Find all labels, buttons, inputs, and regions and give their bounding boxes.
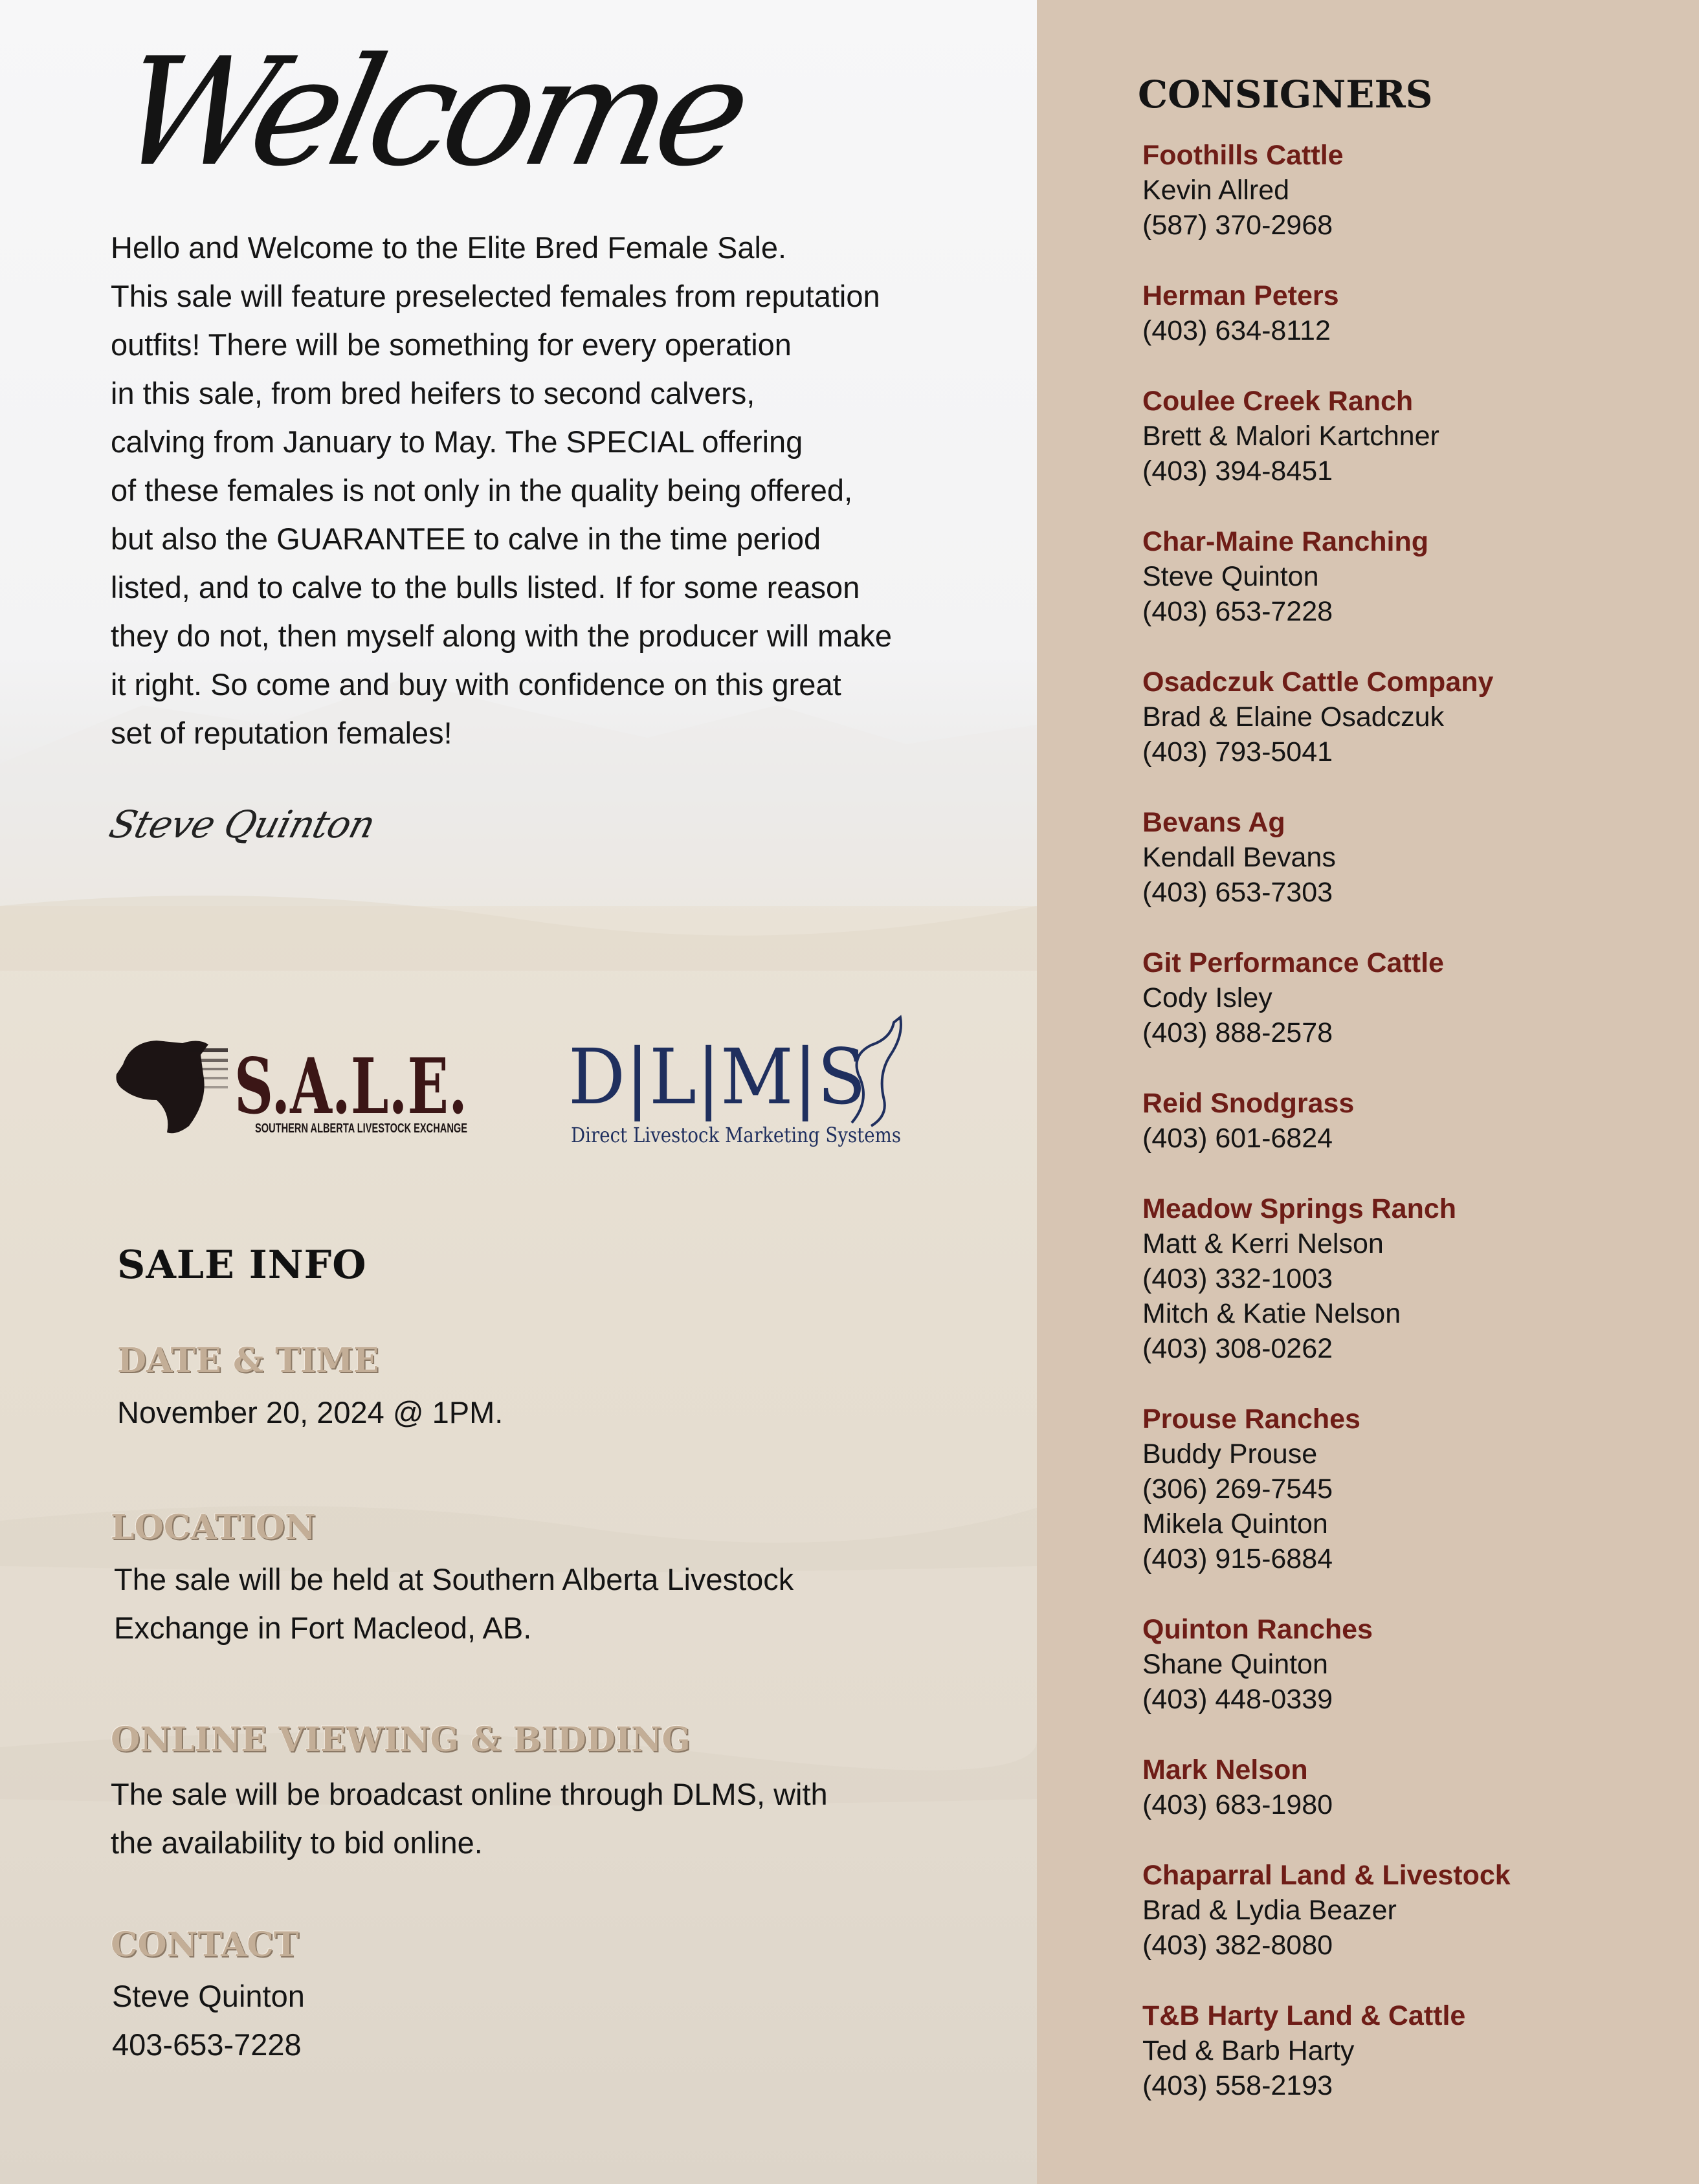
- consigner-item: [1142, 805, 1673, 910]
- consigner-detail: Ted & Barb Harty: [1142, 2035, 1355, 2066]
- consigner-name: Chaparral Land & Livestock: [1142, 1860, 1511, 1891]
- consigner-detail: Brad & Lydia Beazer: [1142, 1895, 1397, 1926]
- sale-logo-subtitle: SOUTHERN ALBERTA LIVESTOCK EXCHANGE: [255, 1121, 467, 1136]
- online-text: [111, 1770, 828, 1867]
- paragraph-line: Hello and Welcome to the Elite Bred Female Sale.: [111, 230, 787, 265]
- paragraph-line: calving from January to May. The SPECIAL offering: [111, 425, 803, 459]
- online-line: the availability to bid online.: [111, 1826, 483, 1860]
- sale-logo: [111, 1029, 474, 1142]
- consigner-detail: Mikela Quinton: [1142, 1508, 1328, 1539]
- paragraph-line: they do not, then myself along with the producer will make: [111, 619, 892, 653]
- welcome-paragraph: [111, 223, 984, 757]
- paragraph-line: of these females is not only in the quality being offered,: [111, 473, 853, 507]
- consigner-name: Git Performance Cattle: [1142, 947, 1444, 978]
- consigner-detail: (403) 394-8451: [1142, 456, 1333, 487]
- consigner-detail: Mitch & Katie Nelson: [1142, 1298, 1401, 1329]
- paragraph-line: listed, and to calve to the bulls listed. If for some reason: [111, 570, 860, 604]
- consigner-item: [1142, 278, 1673, 348]
- welcome-title: Welcome: [104, 27, 757, 199]
- consigner-detail: (587) 370-2968: [1142, 210, 1333, 241]
- consigner-item: [1142, 665, 1673, 769]
- dlms-logo-subtitle: Direct Livestock Marketing Systems: [571, 1123, 901, 1147]
- consigner-detail: Brett & Malori Kartchner: [1142, 421, 1439, 452]
- consigner-detail: (403) 448-0339: [1142, 1684, 1333, 1715]
- contact-heading: CONTACT: [111, 1925, 299, 1965]
- consigner-name: Quinton Ranches: [1142, 1614, 1373, 1645]
- consigner-name: T&B Harty Land & Cattle: [1142, 2000, 1466, 2031]
- online-line: The sale will be broadcast online through DLMS, with: [111, 1777, 828, 1811]
- contact-name: Steve Quinton: [112, 1979, 305, 2013]
- consigner-detail: Shane Quinton: [1142, 1649, 1328, 1680]
- paragraph-line: it right. So come and buy with confidence on this great: [111, 667, 841, 701]
- consigner-item: [1142, 945, 1673, 1050]
- consigner-detail: (403) 601-6824: [1142, 1123, 1333, 1154]
- consigner-item: [1142, 1191, 1673, 1366]
- consigners-title: CONSIGNERS: [1138, 72, 1433, 116]
- consigner-detail: Cody Isley: [1142, 982, 1272, 1013]
- consigners-list: [1142, 138, 1673, 2139]
- consigner-detail: (403) 653-7228: [1142, 596, 1333, 627]
- consigner-name: Bevans Ag: [1142, 807, 1285, 838]
- signature: Steve Quinton: [104, 802, 380, 846]
- dlms-logo: [567, 1009, 910, 1149]
- paragraph-line: set of reputation females!: [111, 716, 452, 750]
- bull-head-icon: [117, 1041, 228, 1133]
- paragraph-line: in this sale, from bred heifers to second calvers,: [111, 376, 755, 410]
- contact-phone: 403-653-7228: [112, 2027, 302, 2062]
- consigner-detail: Brad & Elaine Osadczuk: [1142, 701, 1445, 733]
- consigner-item: [1142, 1752, 1673, 1822]
- consigner-detail: (403) 915-6884: [1142, 1543, 1333, 1574]
- contact-text: [112, 1972, 305, 2069]
- consigner-detail: (403) 793-5041: [1142, 736, 1333, 767]
- date-time-heading: DATE & TIME: [117, 1341, 379, 1380]
- consigner-name: Coulee Creek Ranch: [1142, 386, 1414, 417]
- consigner-detail: (403) 308-0262: [1142, 1333, 1333, 1364]
- date-time-text: [117, 1388, 503, 1437]
- consigner-detail: (403) 558-2193: [1142, 2070, 1333, 2101]
- consigner-item: [1142, 138, 1673, 243]
- dlms-logo-name: D|L|M|S: [568, 1032, 866, 1121]
- consigner-name: Char-Maine Ranching: [1142, 526, 1428, 557]
- consigner-item: [1142, 1612, 1673, 1717]
- consigner-detail: Matt & Kerri Nelson: [1142, 1228, 1384, 1259]
- online-heading: ONLINE VIEWING & BIDDING: [111, 1720, 691, 1759]
- consigner-detail: Kendall Bevans: [1142, 842, 1336, 873]
- paragraph-line: outfits! There will be something for every operation: [111, 327, 792, 362]
- location-line: Exchange in Fort Macleod, AB.: [114, 1611, 532, 1645]
- consigner-item: [1142, 524, 1673, 629]
- consigner-detail: Steve Quinton: [1142, 561, 1319, 592]
- consigner-item: [1142, 1998, 1673, 2103]
- consigner-item: [1142, 1086, 1673, 1156]
- consigner-detail: (306) 269-7545: [1142, 1473, 1333, 1505]
- consigner-name: Osadczuk Cattle Company: [1142, 667, 1494, 698]
- consigner-detail: (403) 382-8080: [1142, 1930, 1333, 1961]
- consigner-name: Reid Snodgrass: [1142, 1088, 1355, 1119]
- sale-info-title: SALE INFO: [117, 1242, 367, 1288]
- consigner-detail: (403) 653-7303: [1142, 877, 1333, 908]
- consigner-detail: (403) 683-1980: [1142, 1789, 1333, 1820]
- consigner-name: Herman Peters: [1142, 280, 1339, 311]
- consigner-detail: Kevin Allred: [1142, 175, 1290, 206]
- consigner-item: [1142, 1858, 1673, 1963]
- location-text: [114, 1555, 794, 1652]
- consigner-name: Meadow Springs Ranch: [1142, 1193, 1457, 1224]
- consigner-detail: Buddy Prouse: [1142, 1439, 1318, 1470]
- consigner-item: [1142, 384, 1673, 489]
- date-time-line: November 20, 2024 @ 1PM.: [117, 1395, 504, 1429]
- consigner-detail: (403) 888-2578: [1142, 1017, 1333, 1048]
- consigner-name: Prouse Ranches: [1142, 1404, 1360, 1435]
- consigner-item: [1142, 1402, 1673, 1576]
- location-line: The sale will be held at Southern Alberta Livestock: [114, 1562, 794, 1596]
- location-heading: LOCATION: [111, 1508, 316, 1547]
- paragraph-line: This sale will feature preselected females from reputation: [111, 279, 880, 313]
- consigner-name: Mark Nelson: [1142, 1754, 1308, 1785]
- paragraph-line: but also the GUARANTEE to calve in the time period: [111, 522, 821, 556]
- consigner-detail: (403) 332-1003: [1142, 1263, 1333, 1294]
- consigner-name: Foothills Cattle: [1142, 140, 1344, 171]
- consigner-detail: (403) 634-8112: [1142, 315, 1331, 346]
- sale-logo-name: S.A.L.E.: [234, 1041, 467, 1131]
